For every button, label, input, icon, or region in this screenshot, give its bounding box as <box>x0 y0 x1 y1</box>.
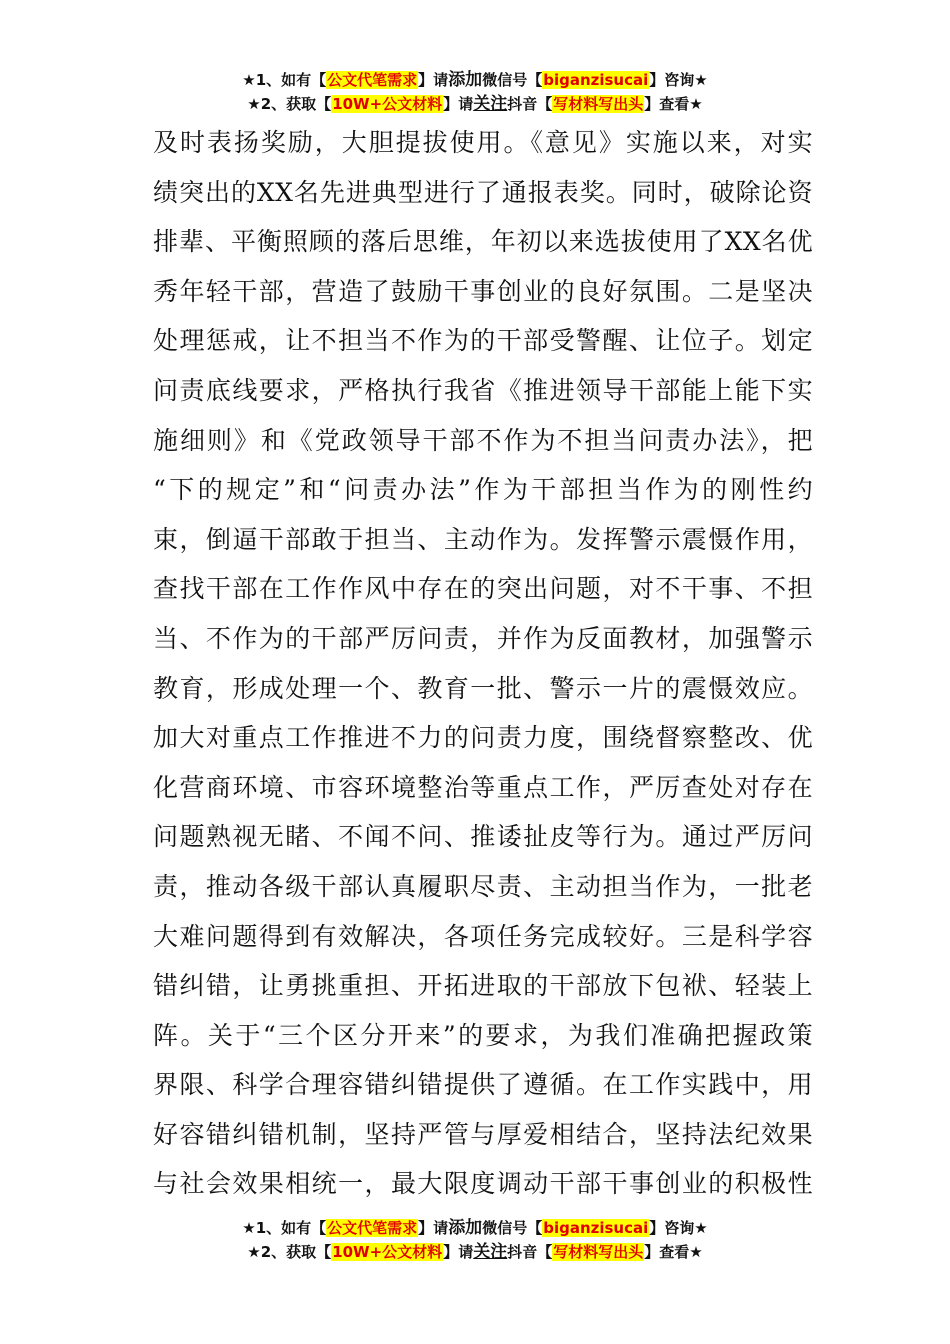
text-line: 排辈、平衡照顾的落后思维，年初以来选拔使用了XX名优 <box>153 227 813 257</box>
banner-text: 】查看★ <box>644 1243 703 1261</box>
banner-emphasis: 关注 <box>473 1242 508 1262</box>
text-line: 处理惩戒，让不担当不作为的干部受警醒、让位子。划定 <box>153 326 813 356</box>
text-line: 与社会效果相统一，最大限度调动干部干事创业的积极性 <box>153 1169 813 1199</box>
highlight-douyin-account: 写材料写出头 <box>553 95 644 113</box>
banner-text: 微信号【 <box>482 71 543 89</box>
banner-text: 抖音【 <box>507 95 553 113</box>
banner-text: ★2、获取【 <box>247 95 332 113</box>
banner-text: 抖音【 <box>507 1243 553 1261</box>
highlight-wechat-id: biganzisucai <box>543 71 649 89</box>
text-line: 界限、科学合理容错纠错提供了遵循。在工作实践中，用 <box>153 1070 813 1100</box>
banner-line-2 <box>0 92 950 116</box>
banner-text: 微信号【 <box>482 1219 543 1237</box>
banner-text: ★1、如有【 <box>242 71 327 89</box>
header-banner <box>0 68 950 116</box>
banner-line-1 <box>0 1216 950 1240</box>
text-line: 好容错纠错机制，坚持严管与厚爱相结合，坚持法纪效果 <box>153 1119 813 1149</box>
text-line: 当、不作为的干部严厉问责，并作为反面教材，加强警示 <box>153 623 813 653</box>
banner-text: 】请 <box>443 1243 474 1261</box>
highlight-douyin-account: 写材料写出头 <box>553 1243 644 1261</box>
highlight-wechat-id: biganzisucai <box>543 1219 649 1237</box>
text-line: 秀年轻干部，营造了鼓励干事创业的良好氛围。二是坚决 <box>153 276 813 306</box>
text-line: 加大对重点工作推进不力的问责力度，围绕督察整改、优 <box>153 723 813 753</box>
banner-emphasis: 添加 <box>448 70 483 90</box>
text-line: 问责底线要求，严格执行我省《推进领导干部能上能下实 <box>153 375 813 405</box>
banner-text: ★2、获取【 <box>247 1243 332 1261</box>
banner-text: ★1、如有【 <box>242 1219 327 1237</box>
text-line: 施细则》和《党政领导干部不作为不担当问责办法》，把 <box>153 425 813 455</box>
highlight-service: 公文代笔需求 <box>327 1219 418 1237</box>
text-line: 大难问题得到有效解决，各项任务完成较好。三是科学容 <box>153 921 813 951</box>
text-line: 查找干部在工作作风中存在的突出问题，对不干事、不担 <box>153 574 813 604</box>
banner-text: 】查看★ <box>644 95 703 113</box>
highlight-materials: 10W+公文材料 <box>332 95 443 113</box>
highlight-service: 公文代笔需求 <box>327 71 418 89</box>
text-line: 责，推动各级干部认真履职尽责、主动担当作为，一批老 <box>153 871 813 901</box>
banner-line-1 <box>0 68 950 92</box>
text-line: 束，倒逼干部敢于担当、主动作为。发挥警示震慑作用， <box>153 524 813 554</box>
banner-text: 】咨询★ <box>649 71 708 89</box>
text-line: 化营商环境、市容环境整治等重点工作，严厉查处对存在 <box>153 772 813 802</box>
text-line: 阵。关于“三个区分开来”的要求，为我们准确把握政策 <box>153 1020 813 1050</box>
body-paragraph <box>153 118 813 1209</box>
banner-text: 】请 <box>443 95 474 113</box>
text-line: 及时表扬奖励，大胆提拔使用。《意见》实施以来，对实 <box>153 128 813 157</box>
text-line: 绩突出的XX名先进典型进行了通报表奖。同时，破除论资 <box>153 177 813 207</box>
banner-emphasis: 关注 <box>473 94 508 114</box>
highlight-materials: 10W+公文材料 <box>332 1243 443 1261</box>
text-line: 错纠错，让勇挑重担、开拓进取的干部放下包袱、轻装上 <box>153 971 813 1001</box>
banner-text: 】请 <box>418 1219 449 1237</box>
text-line: 问题熟视无睹、不闻不问、推诿扯皮等行为。通过严厉问 <box>153 822 813 852</box>
footer-banner <box>0 1216 950 1264</box>
text-line: 教育，形成处理一个、教育一批、警示一片的震慑效应。 <box>153 673 813 703</box>
text-line: “下的规定”和“问责办法”作为干部担当作为的刚性约 <box>153 475 813 505</box>
banner-text: 】咨询★ <box>649 1219 708 1237</box>
banner-line-2 <box>0 1240 950 1264</box>
banner-text: 】请 <box>418 71 449 89</box>
banner-emphasis: 添加 <box>448 1218 483 1238</box>
